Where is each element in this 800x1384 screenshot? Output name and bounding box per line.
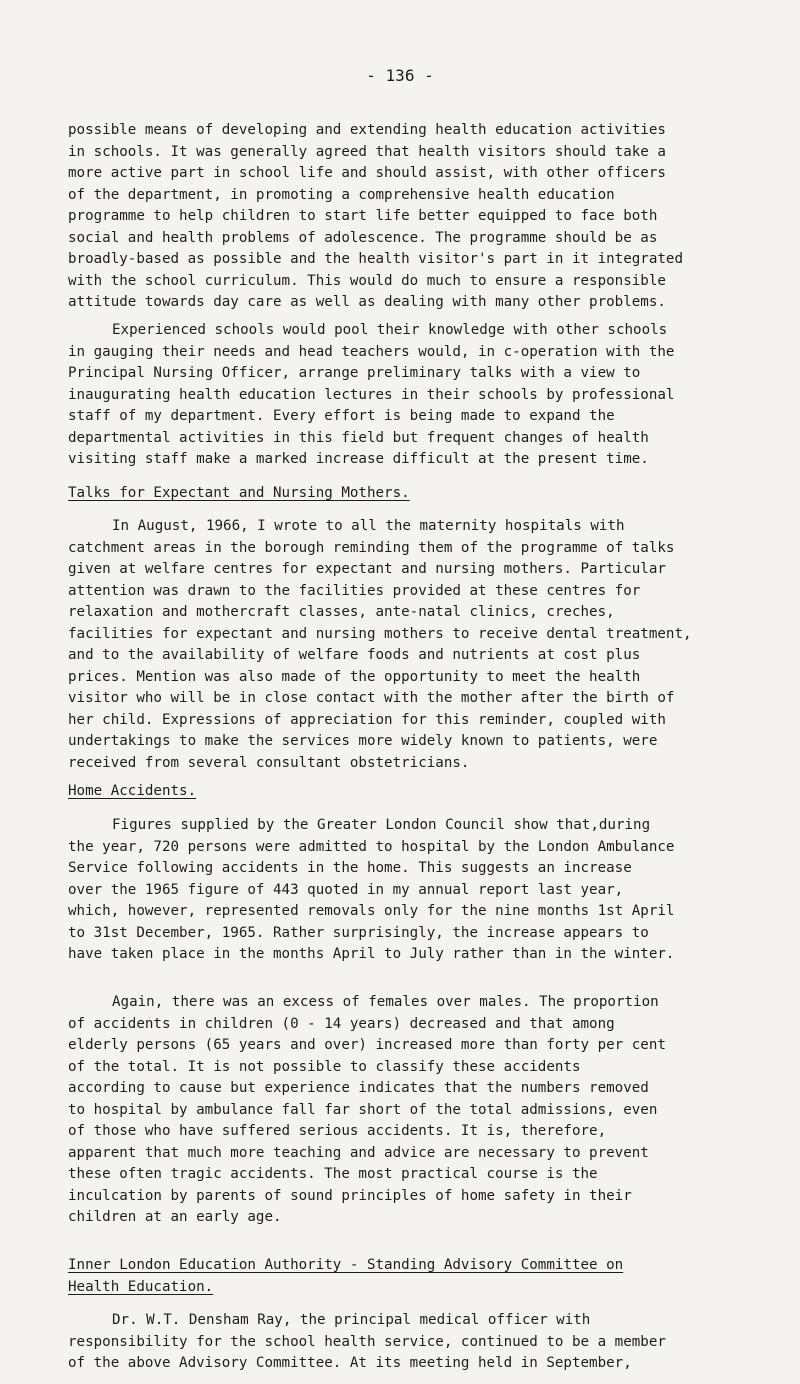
- text-line: more active part in school life and should assist, with other officers: [68, 165, 666, 181]
- text-line: have taken place in the months April to July rather than in the winter.: [68, 946, 675, 962]
- text-line: the year, 720 persons were admitted to hospital by the London Ambulance: [68, 838, 675, 855]
- section-heading-ilea-committee: [68, 1255, 623, 1298]
- text-line: received from several consultant obstetricians.: [68, 754, 470, 771]
- text-line: in schools. It was generally agreed that health visitors should take a: [68, 143, 666, 160]
- text-line: given at welfare centres for expectant and nursing mothers. Particular: [68, 561, 666, 577]
- text-line: Experienced schools would pool their knowledge with other schools: [112, 322, 668, 338]
- text-line: of those who have suffered serious accidents. It is, therefore,: [68, 1123, 607, 1139]
- text-line: and to the availability of welfare foods and nutrients at cost plus: [68, 647, 641, 663]
- text-line: Again, there was an excess of females over males. The proportion: [112, 994, 659, 1010]
- paragraph-ilea-committee: [68, 1310, 748, 1375]
- text-line: broadly-based as possible and the health visitor's part in it integrated: [68, 251, 683, 267]
- text-line: in gauging their needs and head teachers would, in c-operation with the: [68, 343, 675, 360]
- text-line: attitude towards day care as well as dealing with many other problems.: [68, 294, 666, 310]
- text-line: of accidents in children (0 - 14 years) decreased and that among: [68, 1015, 615, 1032]
- heading-line: Inner London Education Authority - Standing Advisory Committee on: [68, 1257, 624, 1273]
- text-line: inculcation by parents of sound principles of home safety in their: [68, 1187, 632, 1204]
- paragraph-talks-mothers: [68, 516, 748, 774]
- text-line: to 31st December, 1965. Rather surprisingly, the increase appears to: [68, 924, 649, 941]
- text-line: social and health problems of adolescence. The programme should be as: [68, 229, 658, 246]
- text-line: possible means of developing and extending health education activities: [68, 122, 666, 138]
- text-line: which, however, represented removals only for the nine months 1st April: [68, 903, 675, 919]
- heading-line: Talks for Expectant and Nursing Mothers.: [68, 485, 410, 501]
- text-line: her child. Expressions of appreciation for this reminder, coupled with: [68, 711, 666, 728]
- paragraph-experienced-schools: [68, 320, 748, 471]
- text-line: elderly persons (65 years and over) increased more than forty per cent: [68, 1037, 666, 1053]
- text-line: Figures supplied by the Greater London Council show that,during: [112, 817, 651, 833]
- text-line: of the department, in promoting a comprehensive health education: [68, 186, 615, 203]
- text-line: departmental activities in this field but frequent changes of health: [68, 429, 649, 446]
- text-line: of the above Advisory Committee. At its meeting held in September,: [68, 1355, 632, 1371]
- paragraph-home-accidents-analysis: [68, 992, 748, 1229]
- text-line: responsibility for the school health service, continued to be a member: [68, 1333, 666, 1350]
- text-line: Service following accidents in the home. This suggests an increase: [68, 860, 632, 876]
- text-line: staff of my department. Every effort is being made to expand the: [68, 408, 615, 424]
- text-line: attention was drawn to the facilities provided at these centres for: [68, 582, 641, 599]
- text-line: Principal Nursing Officer, arrange preliminary talks with a view to: [68, 365, 641, 381]
- text-line: to hospital by ambulance fall far short of the total admissions, even: [68, 1101, 658, 1118]
- text-line: undertakings to make the services more widely known to patients, were: [68, 733, 658, 749]
- text-line: children at an early age.: [68, 1209, 282, 1225]
- text-line: over the 1965 figure of 443 quoted in my annual report last year,: [68, 881, 624, 898]
- text-line: visiting staff make a marked increase difficult at the present time.: [68, 451, 649, 467]
- paragraph-home-accidents-figures: [68, 815, 748, 966]
- page-number: - 136 -: [366, 66, 434, 85]
- text-line: facilities for expectant and nursing mothers to receive dental treatment,: [68, 625, 692, 642]
- text-line: programme to help children to start life better equipped to face both: [68, 208, 658, 224]
- text-line: In August, 1966, I wrote to all the maternity hospitals with: [112, 518, 625, 534]
- paragraph-health-education-schools: [68, 120, 748, 314]
- text-line: with the school curriculum. This would do much to ensure a responsible: [68, 272, 666, 289]
- text-line: of the total. It is not possible to classify these accidents: [68, 1058, 581, 1075]
- section-heading-home-accidents: [68, 781, 196, 803]
- text-line: Dr. W.T. Densham Ray, the principal medical officer with: [112, 1312, 591, 1328]
- text-line: inaugurating health education lectures in their schools by professional: [68, 386, 675, 403]
- text-line: according to cause but experience indicates that the numbers removed: [68, 1080, 649, 1096]
- text-line: catchment areas in the borough reminding them of the programme of talks: [68, 539, 675, 556]
- heading-line: Health Education.: [68, 1278, 214, 1295]
- text-line: prices. Mention was also made of the opportunity to meet the health: [68, 668, 641, 685]
- text-line: relaxation and mothercraft classes, ante-natal clinics, creches,: [68, 604, 615, 620]
- text-line: visitor who will be in close contact with the mother after the birth of: [68, 690, 675, 706]
- text-line: these often tragic accidents. The most practical course is the: [68, 1166, 598, 1182]
- text-line: apparent that much more teaching and advice are necessary to prevent: [68, 1144, 649, 1161]
- section-heading-talks-mothers: [68, 483, 410, 505]
- heading-line: Home Accidents.: [68, 783, 197, 799]
